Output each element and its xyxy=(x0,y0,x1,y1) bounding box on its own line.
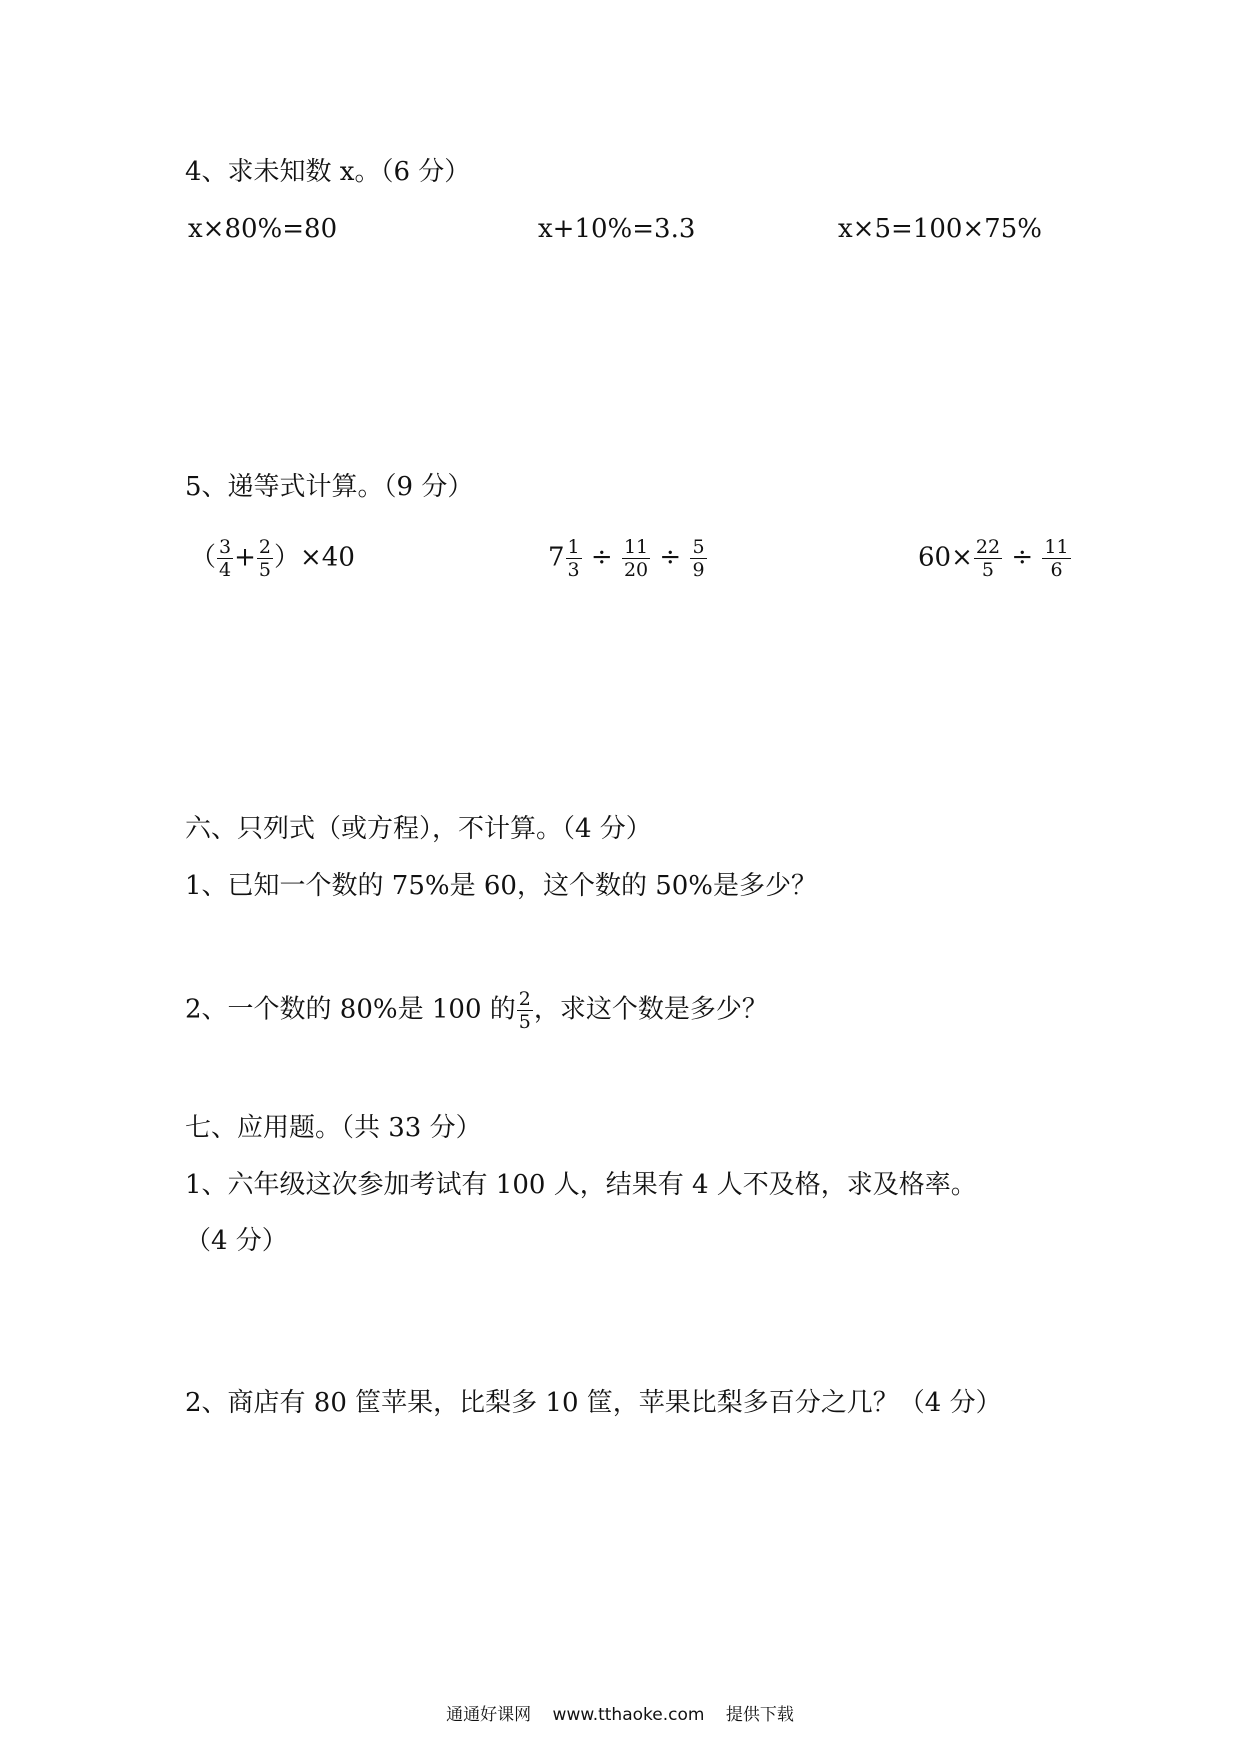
denominator: 5 xyxy=(258,559,271,581)
expression-3 xyxy=(918,536,1072,581)
question-7-1: 1、六年级这次参加考试有 100 人，结果有 4 人不及格，求及格率。 xyxy=(185,1170,977,1200)
fraction-2-5 xyxy=(257,536,273,581)
section-5-title: 5、递等式计算。（9 分） xyxy=(185,472,474,502)
page-footer xyxy=(0,1700,1240,1725)
close-paren-times: ）×40 xyxy=(274,542,355,573)
question-6-2-text: 2、一个数的 80%是 100 的 xyxy=(185,994,516,1025)
fraction-2-5 xyxy=(517,988,533,1033)
denominator: 20 xyxy=(623,559,649,581)
fraction-1-3 xyxy=(566,536,582,581)
whole-number: 7 xyxy=(548,542,565,573)
numerator: 1 xyxy=(567,536,580,558)
numerator: 22 xyxy=(975,536,1001,558)
denominator: 6 xyxy=(1050,559,1063,581)
section-7-title: 七、应用题。（共 33 分） xyxy=(185,1113,482,1143)
plus-sign: + xyxy=(234,542,256,573)
expression-1 xyxy=(190,536,355,581)
denominator: 4 xyxy=(219,559,232,581)
numerator: 2 xyxy=(518,988,531,1010)
equation-1: x×80%=80 xyxy=(188,214,338,244)
equation-3: x×5=100×75% xyxy=(838,214,1042,244)
divide-sign: ÷ xyxy=(659,542,682,573)
question-6-2 xyxy=(185,988,768,1033)
open-paren: （ xyxy=(190,542,217,573)
divide-sign: ÷ xyxy=(1011,542,1034,573)
footer-url[interactable]: www.tthaoke.com xyxy=(552,1705,705,1725)
numerator: 3 xyxy=(219,536,232,558)
fraction-11-20 xyxy=(622,536,650,581)
numerator: 5 xyxy=(692,536,705,558)
leading-term: 60× xyxy=(918,542,973,573)
denominator: 5 xyxy=(981,559,995,581)
section-4-title: 4、求未知数 x。（6 分） xyxy=(185,157,471,187)
footer-note: 提供下载 xyxy=(725,1705,794,1725)
footer-site-name: 通通好课网 xyxy=(446,1705,532,1725)
numerator: 11 xyxy=(1044,536,1069,558)
fraction-11-6 xyxy=(1042,536,1070,581)
denominator: 9 xyxy=(692,559,705,581)
fraction-3-4 xyxy=(217,536,233,581)
numerator: 2 xyxy=(258,536,271,558)
denominator: 5 xyxy=(518,1011,531,1033)
denominator: 3 xyxy=(567,559,580,581)
question-6-1: 1、已知一个数的 75%是 60，这个数的 50%是多少？ xyxy=(185,871,817,901)
question-7-1-score: （4 分） xyxy=(185,1226,288,1256)
question-6-2-tail: ，求这个数是多少？ xyxy=(533,994,768,1025)
divide-sign: ÷ xyxy=(590,542,613,573)
fraction-5-9 xyxy=(690,536,706,581)
fraction-22-5 xyxy=(974,536,1002,581)
expression-2 xyxy=(548,536,708,581)
numerator: 11 xyxy=(623,536,649,558)
equation-2: x+10%=3.3 xyxy=(538,214,696,244)
question-7-2: 2、商店有 80 筐苹果，比梨多 10 筐，苹果比梨多百分之几？（4 分） xyxy=(185,1388,1002,1418)
section-6-title: 六、只列式（或方程），不计算。（4 分） xyxy=(185,814,652,844)
